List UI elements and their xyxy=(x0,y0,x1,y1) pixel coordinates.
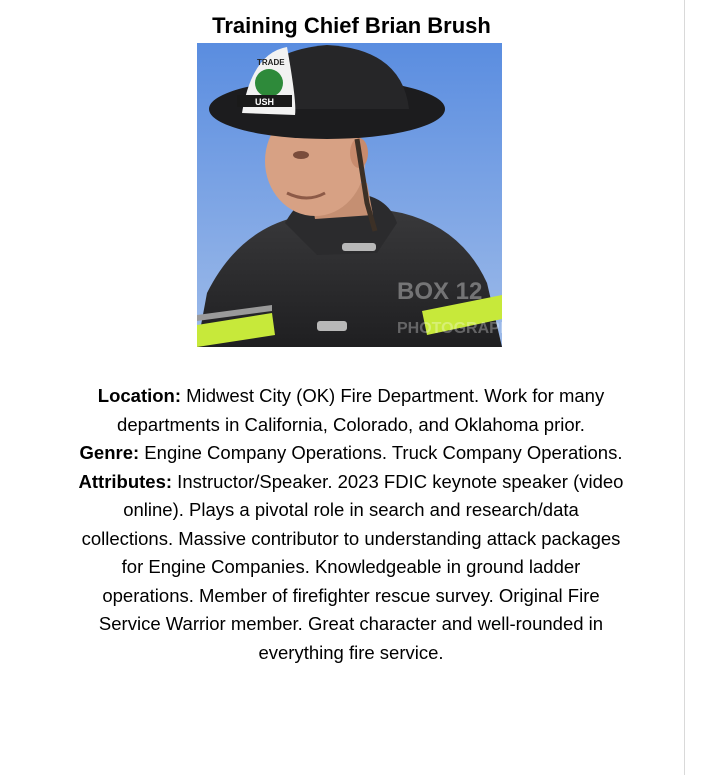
genre-label: Genre: xyxy=(79,442,140,463)
bio-text xyxy=(78,382,624,667)
location-paragraph xyxy=(78,382,624,439)
page-edge-rule xyxy=(684,0,685,775)
attributes-text: Instructor/Speaker. 2023 FDIC keynote speaker (video online). Plays a pivotal role in search and research/data collections. Massive contributor to understanding attack packages for Engine Companies. Knowledgeable in ground ladder operations. Member of firefighter rescue survey. Original Fire Service Warrior member. Great character and well-rounded in everything fire service. xyxy=(81,470,624,663)
attributes-paragraph xyxy=(78,468,624,668)
genre-paragraph xyxy=(78,439,624,468)
page-title: Training Chief Brian Brush xyxy=(212,13,491,38)
location-label: Location: xyxy=(97,385,182,406)
photo-watermark-subtitle: PHOTOGRAPHY xyxy=(397,320,523,337)
genre-text: Engine Company Operations. Truck Company Operations. xyxy=(139,442,623,463)
helmet-name-text: USH xyxy=(255,97,275,107)
helmet-shield-text: TRADE xyxy=(257,58,285,67)
location-text: Midwest City (OK) Fire Department. Work for many departments in California, Colorado, and Oklahoma prior. xyxy=(117,385,605,435)
firefighter-portrait-photo xyxy=(197,43,523,347)
attributes-label: Attributes: xyxy=(78,470,173,492)
photo-watermark: BOX 12 xyxy=(397,278,483,305)
